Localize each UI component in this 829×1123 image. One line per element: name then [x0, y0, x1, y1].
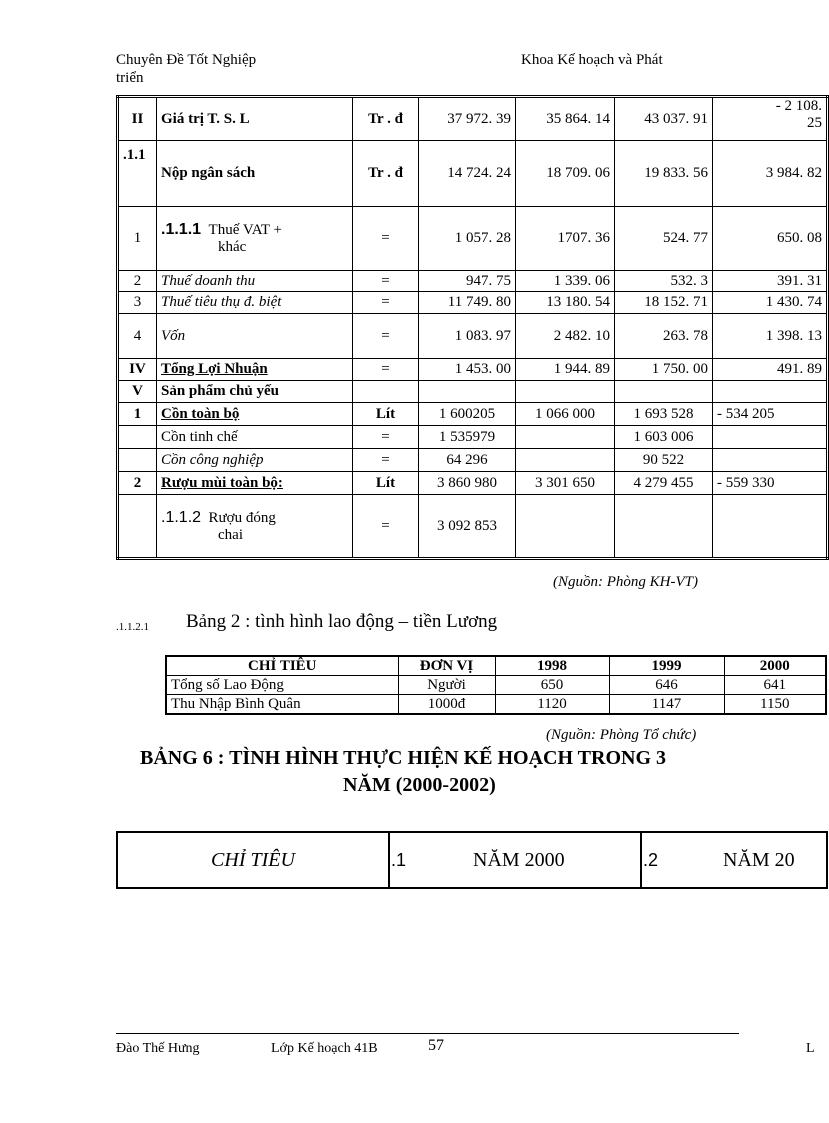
cell-value: 1120	[495, 695, 609, 715]
column-header: CHỈ TIÊU	[117, 832, 389, 888]
row-unit: Lít	[353, 403, 419, 426]
row-number: 2	[118, 271, 157, 292]
cell-value: 1000đ	[398, 695, 495, 715]
column-header: ĐƠN VỊ	[398, 656, 495, 676]
row-number	[118, 495, 157, 559]
cell-value: 35 864. 14	[516, 97, 615, 141]
table-row	[118, 314, 828, 359]
footer-class: Lớp Kế hoạch 41B	[271, 1041, 378, 1056]
table2-heading: Bảng 2 : tình hình lao động – tiền Lương	[186, 611, 498, 632]
column-header: 1999	[609, 656, 724, 676]
cell-value: 11 749. 80	[419, 292, 516, 314]
cell-value	[713, 426, 828, 449]
cell-value: 90 522	[615, 449, 713, 472]
row-unit	[353, 381, 419, 403]
cell-value	[516, 381, 615, 403]
section-number: .1.1.2	[161, 508, 202, 526]
section-number: .2	[643, 849, 659, 870]
cell-value: 1 083. 97	[419, 314, 516, 359]
row-label-text-cont: chai	[218, 526, 243, 543]
column-header	[389, 832, 641, 888]
cell-value	[713, 97, 828, 141]
cell-value: 18 709. 06	[516, 141, 615, 207]
header-left-title: Chuyên Đề Tốt Nghiệp	[116, 52, 257, 68]
cell-value: 1 600205	[419, 403, 516, 426]
cell-value	[419, 381, 516, 403]
row-label: Thuế tiêu thụ đ. biệt	[157, 292, 353, 314]
labour-table	[165, 655, 827, 715]
row-unit: =	[353, 207, 419, 271]
row-label: Cồn toàn bộ	[157, 403, 353, 426]
cell-value: - 534 205	[713, 403, 828, 426]
cell-value: 13 180. 54	[516, 292, 615, 314]
row-unit: Tr . đ	[353, 97, 419, 141]
row-label: Nộp ngân sách	[157, 141, 353, 207]
row-number	[118, 426, 157, 449]
table-row	[118, 426, 828, 449]
row-unit: =	[353, 449, 419, 472]
row-label: Tổng số Lao Động	[166, 676, 398, 695]
cell-value: 1707. 36	[516, 207, 615, 271]
cell-value: 1 693 528	[615, 403, 713, 426]
row-number: 1	[118, 403, 157, 426]
column-header-text: NĂM 20	[723, 848, 795, 871]
cell-value: 1 750. 00	[615, 359, 713, 381]
cell-value: 1 066 000	[516, 403, 615, 426]
cell-value	[713, 449, 828, 472]
table-row	[118, 292, 828, 314]
cell-value: 391. 31	[713, 271, 828, 292]
table3-title-cont: NĂM (2000-2002)	[343, 774, 496, 796]
table2-heading-number: .1.1.2.1	[116, 621, 149, 633]
footer-author: Đào Thế Hưng	[116, 1041, 200, 1056]
cell-value	[516, 495, 615, 559]
footer-rule	[116, 1033, 739, 1034]
row-unit: Lít	[353, 472, 419, 495]
cell-value: 43 037. 91	[615, 97, 713, 141]
table-row	[118, 381, 828, 403]
column-header: CHỈ TIÊU	[166, 656, 398, 676]
row-label: Cồn công nghiệp	[157, 449, 353, 472]
cell-value: 263. 78	[615, 314, 713, 359]
cell-value-line2: 25	[807, 115, 822, 131]
cell-value	[615, 381, 713, 403]
row-unit: =	[353, 359, 419, 381]
column-header: 2000	[724, 656, 826, 676]
plan-table	[116, 831, 828, 889]
cell-value	[713, 381, 828, 403]
footer-right: L	[806, 1041, 815, 1056]
cell-value: 1 398. 13	[713, 314, 828, 359]
cell-value: - 559 330	[713, 472, 828, 495]
table1-source: (Nguồn: Phòng KH-VT)	[553, 574, 698, 590]
cell-value	[615, 495, 713, 559]
header-left-title-cont: triển	[116, 70, 144, 86]
row-label-text-cont: khác	[218, 239, 247, 255]
row-label-text: Thuế VAT +	[208, 222, 283, 238]
table-row	[166, 695, 826, 715]
row-unit: =	[353, 314, 419, 359]
row-number: 2	[118, 472, 157, 495]
cell-value: 1147	[609, 695, 724, 715]
row-unit: =	[353, 271, 419, 292]
row-label: Thu Nhập Bình Quân	[166, 695, 398, 715]
cell-value: 4 279 455	[615, 472, 713, 495]
cell-value: 1 430. 74	[713, 292, 828, 314]
cell-value: 14 724. 24	[419, 141, 516, 207]
cell-value: 1 603 006	[615, 426, 713, 449]
table-row	[118, 403, 828, 426]
cell-value: 1150	[724, 695, 826, 715]
table-row	[118, 495, 828, 559]
row-label: Giá trị T. S. L	[157, 97, 353, 141]
column-header-text: NĂM 2000	[473, 848, 565, 871]
column-header: 1998	[495, 656, 609, 676]
cell-value: 18 152. 71	[615, 292, 713, 314]
row-label: Rượu mùi toàn bộ:	[157, 472, 353, 495]
row-label	[157, 207, 353, 271]
row-unit: Tr . đ	[353, 141, 419, 207]
cell-value: 491. 89	[713, 359, 828, 381]
cell-value: 1 339. 06	[516, 271, 615, 292]
cell-value: 37 972. 39	[419, 97, 516, 141]
cell-value: 3 860 980	[419, 472, 516, 495]
cell-value: 650. 08	[713, 207, 828, 271]
cell-value	[516, 426, 615, 449]
table-row	[118, 449, 828, 472]
row-unit: =	[353, 292, 419, 314]
cell-value-line1: - 2 108.	[775, 98, 822, 114]
table-row	[118, 271, 828, 292]
table-header-row	[117, 832, 827, 888]
financial-table	[116, 95, 829, 560]
cell-value: 1 453. 00	[419, 359, 516, 381]
cell-value: 2 482. 10	[516, 314, 615, 359]
cell-value: 19 833. 56	[615, 141, 713, 207]
row-number: 4	[118, 314, 157, 359]
row-number	[118, 449, 157, 472]
table3-title: BẢNG 6 : TÌNH HÌNH THỰC HIỆN KẾ HOẠCH TRONG 3	[140, 747, 666, 769]
row-label: Thuế doanh thu	[157, 271, 353, 292]
header-right-title: Khoa Kế hoạch và Phát	[521, 52, 663, 68]
table-row	[166, 676, 826, 695]
row-label: Tổng Lợi Nhuận	[157, 359, 353, 381]
table2-source: (Nguồn: Phòng Tổ chức)	[546, 727, 697, 743]
row-label: Vốn	[157, 314, 353, 359]
row-label: Cồn tinh chế	[157, 426, 353, 449]
table-row	[118, 472, 828, 495]
cell-value: 1 535979	[419, 426, 516, 449]
row-number: IV	[118, 359, 157, 381]
row-unit: =	[353, 426, 419, 449]
page-number: 57	[428, 1037, 444, 1054]
cell-value: 532. 3	[615, 271, 713, 292]
cell-value: 3 092 853	[419, 495, 516, 559]
row-unit: =	[353, 495, 419, 559]
cell-value: 650	[495, 676, 609, 695]
cell-value	[516, 449, 615, 472]
row-number: .1.1	[118, 141, 157, 207]
section-number: .1	[391, 849, 407, 870]
cell-value: 3 301 650	[516, 472, 615, 495]
cell-value: 64 296	[419, 449, 516, 472]
row-number: V	[118, 381, 157, 403]
table-row	[118, 207, 828, 271]
row-number: 1	[118, 207, 157, 271]
table-row	[118, 141, 828, 207]
row-label: Sản phẩm chủ yếu	[157, 381, 353, 403]
table-row	[118, 359, 828, 381]
cell-value: 646	[609, 676, 724, 695]
row-number: 3	[118, 292, 157, 314]
cell-value: 1 057. 28	[419, 207, 516, 271]
cell-value: Người	[398, 676, 495, 695]
cell-value	[713, 495, 828, 559]
row-number: II	[118, 97, 157, 141]
cell-value: 641	[724, 676, 826, 695]
row-label	[157, 495, 353, 559]
table-header-row	[166, 656, 826, 676]
cell-value: 1 944. 89	[516, 359, 615, 381]
cell-value: 3 984. 82	[713, 141, 828, 207]
column-header	[641, 832, 827, 888]
cell-value: 524. 77	[615, 207, 713, 271]
section-number: .1.1.1	[161, 221, 202, 238]
table-row	[118, 97, 828, 141]
cell-value: 947. 75	[419, 271, 516, 292]
row-label-text: Rượu đóng	[208, 509, 276, 526]
